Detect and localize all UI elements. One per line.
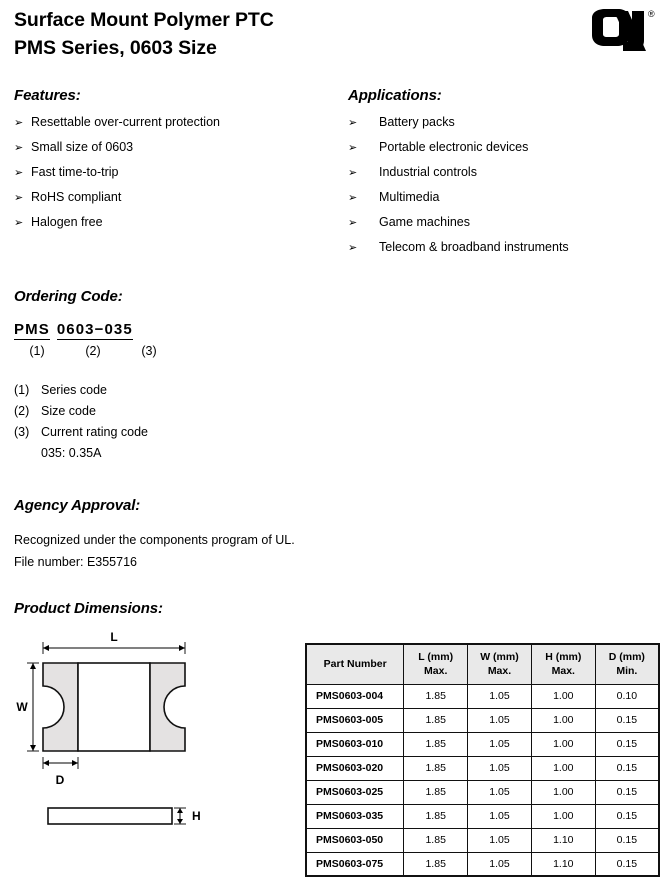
cell-part-number: PMS0603-005	[306, 708, 404, 732]
arrow-bullet-icon: ➢	[348, 117, 358, 129]
dimension-label-D: D	[55, 773, 65, 787]
page-title-line-1: Surface Mount Polymer PTC	[14, 9, 274, 31]
arrow-bullet-icon: ➢	[14, 142, 24, 154]
column-header-label: D (mm)	[608, 651, 645, 664]
page-header	[14, 6, 554, 62]
cell-width: 1.05	[468, 732, 532, 756]
column-header-label: W (mm)	[480, 651, 519, 664]
column-header-height	[531, 644, 595, 684]
legend-number: (3)	[14, 425, 30, 439]
cell-height: 1.00	[531, 684, 595, 708]
features-section	[14, 87, 334, 235]
cell-height: 1.00	[531, 756, 595, 780]
cell-width: 1.05	[468, 852, 532, 876]
dimension-line-height	[174, 808, 186, 824]
column-header-qualifier: Min.	[616, 665, 638, 678]
dimension-line-pad	[43, 757, 78, 769]
ordering-code-segment-current: 035	[104, 321, 133, 338]
cell-width: 1.05	[468, 756, 532, 780]
feature-label: Small size of 0603	[31, 140, 134, 154]
agency-approval-line-1: Recognized under the components program of UL.	[14, 533, 295, 547]
cell-width: 1.05	[468, 780, 532, 804]
ordering-code-marker: (2)	[85, 344, 101, 358]
features-heading: Features:	[14, 87, 81, 104]
cell-height: 1.00	[531, 804, 595, 828]
cell-pad: 0.15	[595, 852, 659, 876]
device-body-side-view	[48, 808, 172, 824]
cell-length: 1.85	[404, 684, 468, 708]
legend-label: Series code	[41, 383, 108, 397]
legend-item	[14, 380, 314, 401]
arrow-bullet-icon: ➢	[348, 217, 358, 229]
applications-section	[348, 87, 658, 260]
cell-width: 1.05	[468, 708, 532, 732]
application-label: Portable electronic devices	[379, 140, 529, 154]
dimension-label-W: W	[16, 700, 28, 714]
feature-label: Fast time-to-trip	[31, 165, 119, 179]
list-item	[348, 185, 658, 210]
application-label: Telecom & broadband instruments	[379, 240, 569, 254]
arrow-bullet-icon: ➢	[14, 217, 24, 229]
application-label: Multimedia	[379, 190, 440, 204]
legend-sub-label: 035: 0.35A	[41, 446, 102, 460]
arrow-bullet-icon: ➢	[14, 117, 24, 129]
ordering-code-marker: (3)	[141, 344, 157, 358]
cell-part-number: PMS0603-025	[306, 780, 404, 804]
feature-label: Resettable over-current protection	[31, 115, 220, 129]
cell-height: 1.10	[531, 828, 595, 852]
package-dimension-drawing	[0, 628, 300, 860]
list-item	[14, 185, 334, 210]
column-header-width	[468, 644, 532, 684]
column-header-length	[404, 644, 468, 684]
list-item	[348, 160, 658, 185]
table-row	[306, 756, 659, 780]
legend-label: Current rating code	[41, 425, 149, 439]
cell-pad: 0.10	[595, 684, 659, 708]
termination-pad-left	[43, 663, 78, 751]
ordering-code-segment-series: PMS	[14, 321, 50, 338]
registered-symbol: ®	[648, 9, 655, 19]
column-header-part-number	[306, 644, 404, 684]
arrow-bullet-icon: ➢	[348, 192, 358, 204]
legend-label: Size code	[41, 404, 96, 418]
cell-height: 1.10	[531, 852, 595, 876]
column-header-qualifier: Max.	[424, 665, 448, 678]
feature-label: Halogen free	[31, 215, 103, 229]
feature-label: RoHS compliant	[31, 190, 122, 204]
ul-recognized-component-mark-icon	[588, 8, 658, 54]
cell-part-number: PMS0603-075	[306, 852, 404, 876]
cell-pad: 0.15	[595, 756, 659, 780]
termination-pad-right	[150, 663, 185, 751]
application-label: Game machines	[379, 215, 471, 229]
dimension-line-width	[27, 663, 39, 751]
cell-pad: 0.15	[595, 708, 659, 732]
cell-part-number: PMS0603-004	[306, 684, 404, 708]
list-item	[348, 235, 658, 260]
legend-item	[14, 422, 314, 443]
arrow-bullet-icon: ➢	[348, 167, 358, 179]
cell-pad: 0.15	[595, 780, 659, 804]
list-item	[14, 135, 334, 160]
column-header-pad	[595, 644, 659, 684]
list-item	[348, 110, 658, 135]
table-row	[306, 684, 659, 708]
cell-pad: 0.15	[595, 804, 659, 828]
column-header-qualifier: Max.	[487, 665, 512, 678]
list-item	[14, 160, 334, 185]
table-row	[306, 732, 659, 756]
cell-width: 1.05	[468, 804, 532, 828]
cell-part-number: PMS0603-050	[306, 828, 404, 852]
table-row	[306, 828, 659, 852]
features-list	[14, 110, 334, 235]
legend-number: (2)	[14, 404, 30, 418]
application-label: Industrial controls	[379, 165, 477, 179]
cell-height: 1.00	[531, 708, 595, 732]
cell-width: 1.05	[468, 828, 532, 852]
cell-length: 1.85	[404, 852, 468, 876]
cell-length: 1.85	[404, 828, 468, 852]
cell-length: 1.85	[404, 732, 468, 756]
product-dimensions-table	[305, 643, 660, 877]
column-header-qualifier: Max.	[551, 665, 575, 678]
ordering-code-segment-size: 0603−	[56, 321, 105, 338]
table-row	[306, 852, 659, 876]
ordering-code-marker: (1)	[29, 344, 45, 358]
arrow-bullet-icon: ➢	[348, 142, 358, 154]
arrow-bullet-icon: ➢	[348, 242, 358, 254]
legend-item	[14, 401, 314, 422]
dimension-label-L: L	[110, 630, 118, 644]
list-item	[348, 210, 658, 235]
product-dimensions-heading: Product Dimensions:	[14, 600, 163, 617]
table-header-row	[306, 644, 659, 684]
cell-length: 1.85	[404, 780, 468, 804]
page-title-line-2: PMS Series, 0603 Size	[14, 37, 217, 59]
device-body-top-view	[78, 663, 150, 751]
cell-length: 1.85	[404, 756, 468, 780]
column-header-label: L (mm)	[418, 651, 454, 664]
table-row	[306, 708, 659, 732]
table-body	[306, 684, 659, 876]
cell-length: 1.85	[404, 804, 468, 828]
cell-pad: 0.15	[595, 732, 659, 756]
column-header-label: H (mm)	[545, 651, 582, 664]
legend-number: (1)	[14, 383, 30, 397]
ordering-code-legend	[14, 380, 314, 464]
list-item	[14, 210, 334, 235]
ordering-code-markers	[14, 344, 314, 358]
cell-part-number: PMS0603-035	[306, 804, 404, 828]
cell-width: 1.05	[468, 684, 532, 708]
table-row	[306, 804, 659, 828]
cell-height: 1.00	[531, 780, 595, 804]
list-item	[348, 135, 658, 160]
table-row	[306, 780, 659, 804]
list-item	[14, 110, 334, 135]
dimension-label-H: H	[192, 809, 201, 823]
arrow-bullet-icon: ➢	[14, 192, 24, 204]
ordering-code-section	[14, 288, 314, 464]
cell-length: 1.85	[404, 708, 468, 732]
cell-part-number: PMS0603-010	[306, 732, 404, 756]
cell-part-number: PMS0603-020	[306, 756, 404, 780]
cell-height: 1.00	[531, 732, 595, 756]
table-header	[306, 644, 659, 684]
agency-approval-line-2: File number: E355716	[14, 555, 137, 569]
ordering-code-string	[14, 321, 314, 340]
cell-pad: 0.15	[595, 828, 659, 852]
agency-approval-heading: Agency Approval:	[14, 497, 141, 514]
agency-approval-section	[14, 497, 354, 573]
application-label: Battery packs	[379, 115, 455, 129]
arrow-bullet-icon: ➢	[14, 167, 24, 179]
applications-heading: Applications:	[348, 87, 442, 104]
column-header-label: Part Number	[323, 658, 387, 671]
applications-list	[348, 110, 658, 260]
ordering-code-heading: Ordering Code:	[14, 288, 123, 305]
